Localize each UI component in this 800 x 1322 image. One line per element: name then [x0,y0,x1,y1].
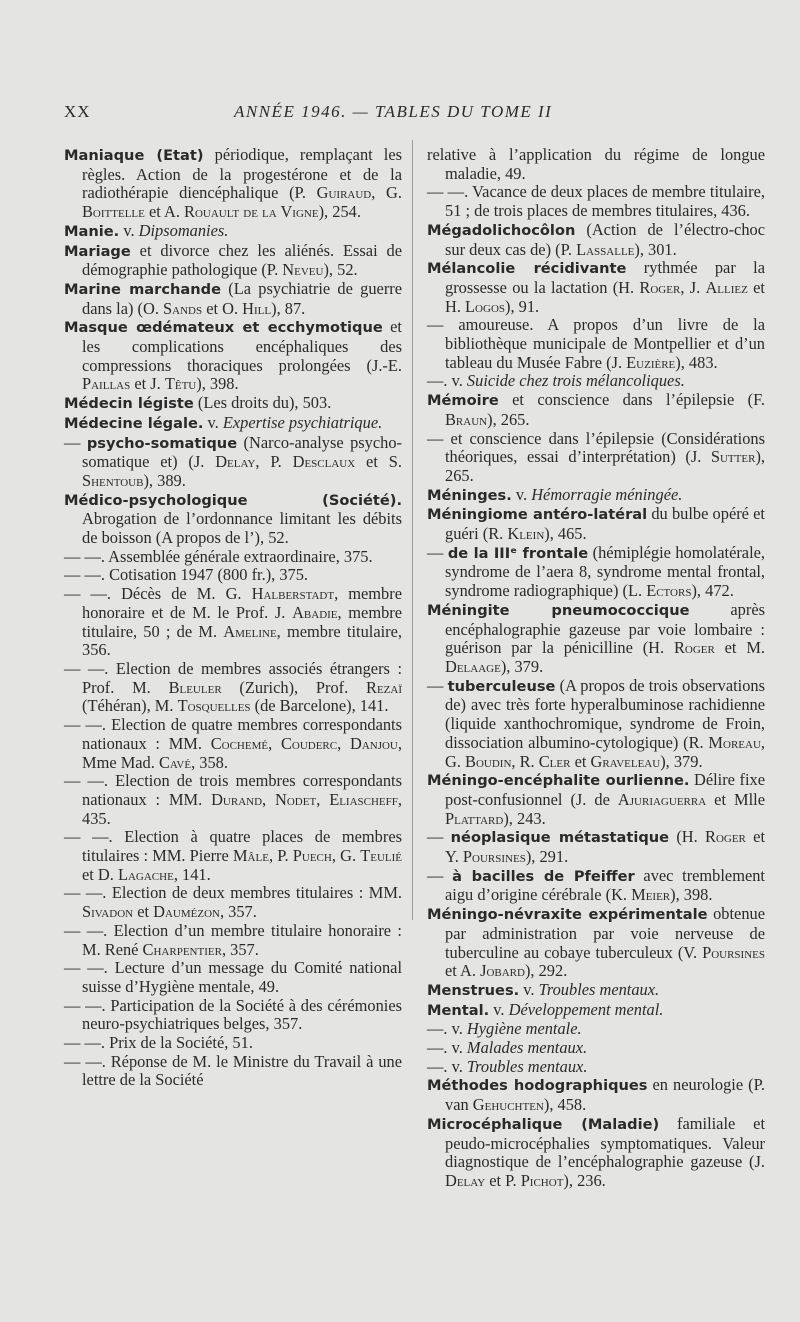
index-entry: Médico-psychologique (Société). Abrogation de l’ordonnance limitant les débits de boisson (A propos de l’), 52. [64,491,402,548]
index-entry: — à bacilles de Pfeiffer avec tremblement aigu d’origine cérébrale (K. Meier), 398. [427,865,765,905]
index-entry: Masque œdémateux et ecchymotique et les complications encéphaliques des compressions thoraciques prolongées (J.-E. Paillas et J. Têtu), 398. [64,317,402,394]
index-entry: — de la IIIᵉ frontale (hémiplégie homolatérale, syndrome de l’aera 8, syndrome mental frontal, syndrome radiographique) (L. Ectors), 472. [427,542,765,601]
index-entry: — néoplasique métastatique (H. Roger et Y. Poursines), 291. [427,827,765,867]
page-number: XX [64,102,91,121]
index-entry: — —. Election de quatre membres correspondants nationaux : MM. Cochemé, Couderc, Danjou, Mme Mad. Cavé, 358. [64,715,402,772]
column-divider [412,140,413,920]
index-entry: — —. Prix de la Société, 51. [64,1033,253,1053]
index-entry: Menstrues. v. Troubles mentaux. [427,979,660,999]
index-entry: — —. Election d’un membre titulaire honoraire : M. René Charpentier, 357. [64,920,402,959]
index-entry: Manie. v. Dipsomanies. [64,220,229,240]
index-entry: — tuberculeuse (A propos de trois observations de) avec très forte hyperalbuminose rachidienne (liquide xanthochromique, syndrome de Froin, dissociation albumino-cytologique) (R. Moreau, G. Boudin, R. Cler et Graveleau), 379. [427,675,765,771]
index-entry: Méningo-encéphalite ourlienne. Délire fixe post-confusionnel (J. de Ajuriaguerra et Mlle Plattard), 243. [427,770,765,828]
index-entry: Méningo-névraxite expérimentale obtenue par administration par voie nerveuse de tuberculine au cobaye tuberculeux (V. Poursines et A. Jobard), 292. [427,904,765,981]
index-entry: Marine marchande (La psychiatrie de guerre dans la) (O. Sands et O. Hill), 87. [64,278,403,318]
index-entry: Mélancolie récidivante rythmée par la grossesse ou la lactation (H. Roger, J. Alliez et H. Logos), 91. [427,258,765,316]
index-entry: — —. Décès de M. G. Halberstadt, membre honoraire et de M. le Prof. J. Abadie, membre titulaire, 50 ; de M. Ameline, membre titulaire, 356. [64,584,402,660]
index-entry: Mégadolichocôlon (Action de l’électro-choc sur deux cas de) (P. Lassalle), 301. [427,219,765,259]
index-entry: — —. Participation de la Société à des cérémonies neuro-psychiatriques belges, 357. [64,995,402,1034]
index-entry: — et conscience dans l’épilepsie (Considérations théoriques, essai d’interprétation) (J. Sutter), 265. [427,428,765,485]
index-entry: relative à l’application du régime de longue maladie, 49. [427,145,765,183]
index-entry: Méninges. v. Hémorragie méningée. [427,484,683,504]
right-column [427,146,765,1191]
index-entry: — psycho-somatique (Narco-analyse psycho-somatique et) (J. Delay, P. Desclaux et S. Shentoub), 389. [64,432,402,490]
index-entry: — —. Lecture d’un message du Comité national suisse d’Hygiène mentale, 49. [64,958,402,996]
index-entry: — —. Election de trois membres correspondants nationaux : MM. Durand, Nodet, Eliascheff, 435. [64,771,402,828]
index-entry: — —. Vacance de deux places de membre titulaire, 51 ; de trois places de membres titulaires, 436. [427,182,765,221]
left-column [64,146,402,1090]
running-header [0,102,800,126]
index-entry: Mémoire et conscience dans l’épilepsie (F. Braun), 265. [427,390,765,429]
index-entry: Méningite pneumococcique après encéphalographie gazeuse par voie lombaire : guérison par la pénicilline (H. Roger et M. Delaage), 379. [427,599,765,676]
index-entry: Microcéphalique (Maladie) familiale et peudo-microcéphalies symptomatiques. Valeur diagnostique de l’encéphalographie gazeuse (J. Delay et P. Pichot), 236. [427,1113,766,1190]
index-entry: —. v. Malades mentaux. [427,1038,588,1058]
index-entry: —. v. Troubles mentaux. [427,1056,588,1076]
index-entry: Médecine légale. v. Expertise psychiatrique. [64,412,383,432]
index-entry: — —. Election de membres associés étrangers : Prof. M. Bleuler (Zurich), Prof. Rezaï (Téhéran), M. Tosquelles (de Barcelone), 141. [64,658,402,716]
index-entry: —. v. Suicide chez trois mélancoliques. [427,371,685,391]
index-entry: Méningiome antéro-latéral du bulbe opéré et guéri (R. Klein), 465. [427,504,765,544]
running-title: ANNÉE 1946. — TABLES DU TOME II [234,102,553,121]
index-entry: Mariage et divorce chez les aliénés. Essai de démographie pathologique (P. Neveu), 52. [64,240,402,280]
index-entry: — —. Réponse de M. le Ministre du Travail à une lettre de la Société [64,1051,402,1090]
index-entry: — amoureuse. A propos d’un livre de la bibliothèque municipale de Montpellier et d’un tableau du Musée Fabre (J. Euzière), 483. [427,315,765,372]
index-entry: — —. Cotisation 1947 (800 fr.), 375. [64,565,309,585]
index-entry: Maniaque (Etat) périodique, remplaçant les règles. Action de la progestérone et de la radiothérapie diencéphalique (P. Guiraud, G. Boittelle et A. Rouault de la Vigne), 254. [64,145,402,222]
index-entry: — —. Election de deux membres titulaires : MM. Sivadon et Daumézon, 357. [64,883,402,922]
index-entry: Médecin légiste (Les droits du), 503. [64,393,332,413]
index-entry: —. v. Hygiène mentale. [427,1019,582,1039]
index-entry: — —. Election à quatre places de membres titulaires : MM. Pierre Mâle, P. Puech, G. Teulié et D. Lagache, 141. [64,827,402,884]
index-entry: — —. Assemblée générale extraordinaire, 375. [64,546,373,566]
index-entry: Méthodes hodographiques en neurologie (P. van Gehuchten), 458. [427,1075,765,1115]
index-entry: Mental. v. Développement mental. [427,999,664,1019]
